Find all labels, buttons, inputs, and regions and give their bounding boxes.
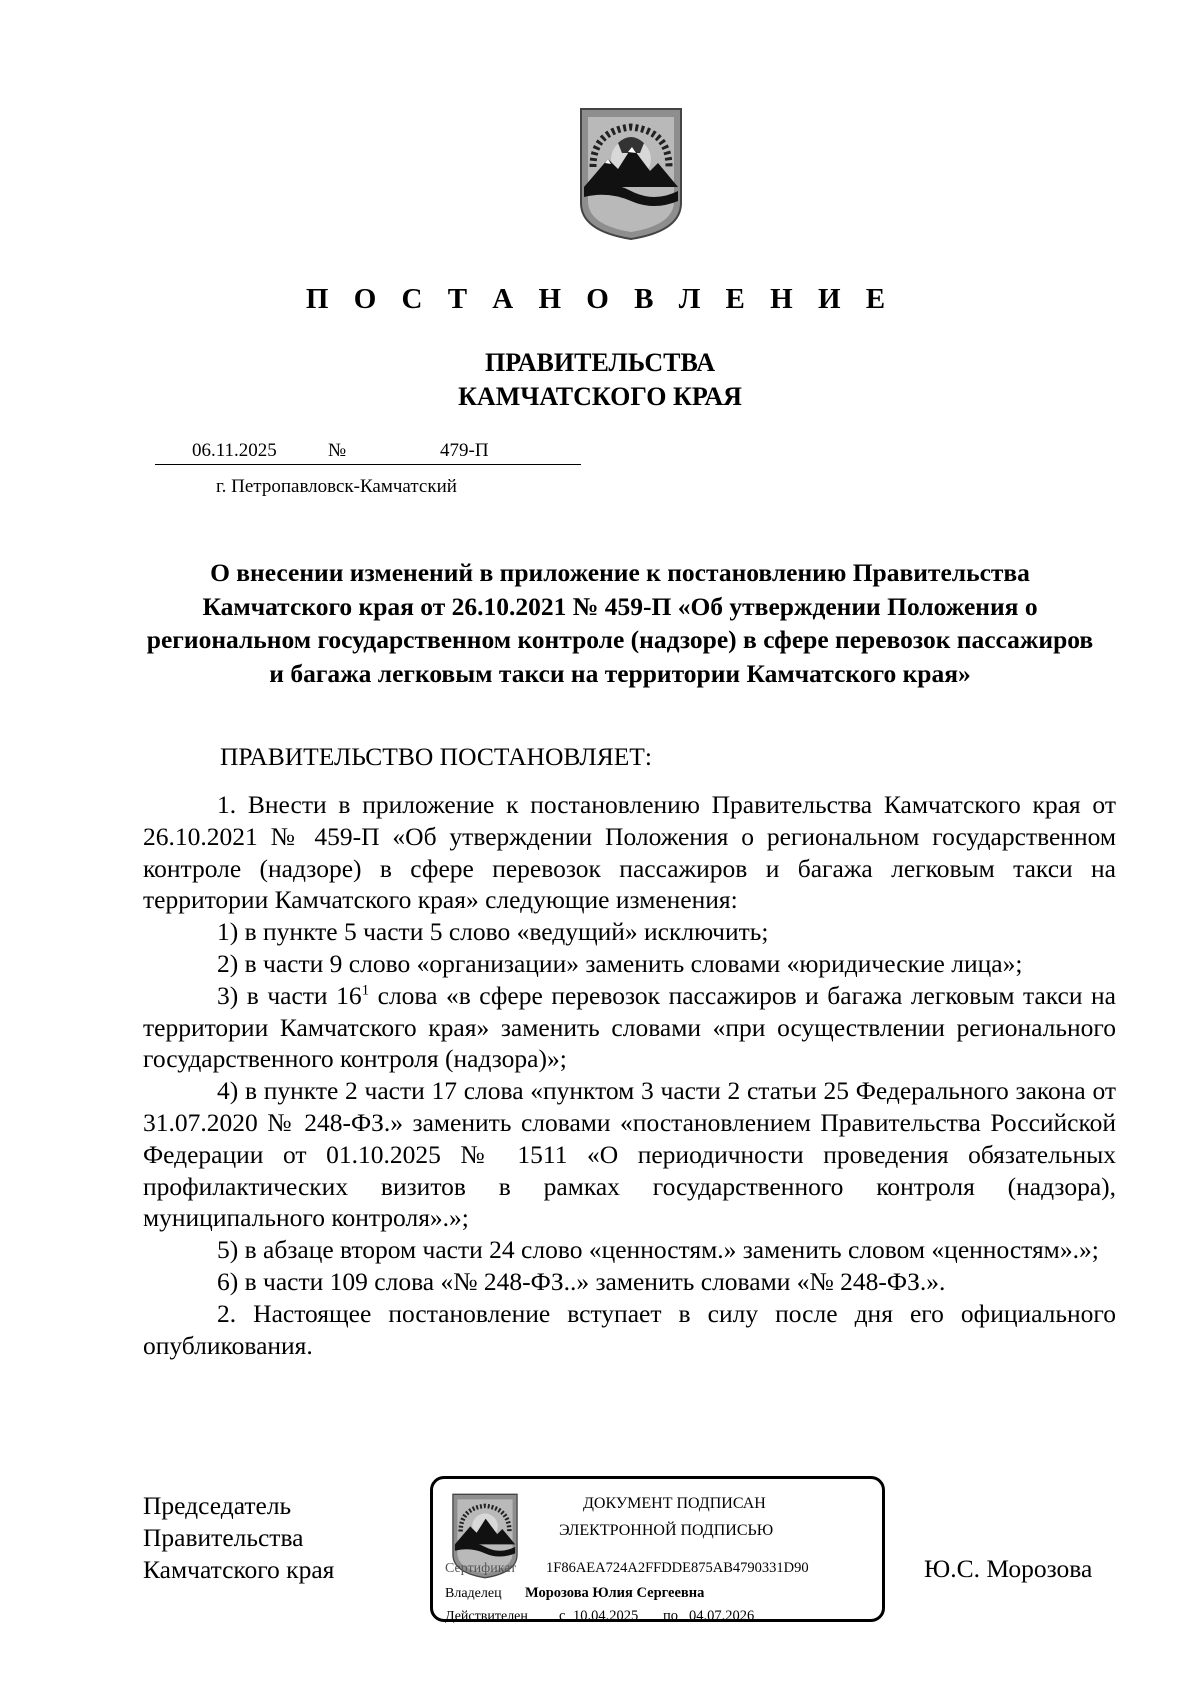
item-1-2: 2) в части 9 слово «организации» заменить словами «юридические лица»; [217,948,1023,978]
item-1-3-superscript: 1 [361,982,370,999]
signer-position [143,1490,334,1586]
stamp-validity-label: Действителен [445,1609,528,1624]
document-type-heading: П О С Т А Н О В Л Е Н И Е [305,283,895,315]
stamp-heading-line2: ЭЛЕКТРОННОЙ ПОДПИСЬЮ [559,1522,774,1539]
item-1-3-rest: слова «в сфере перевозок пассажиров и багажа легковым такси на территории Камчатского края» заменить словами «при осуществлении регионального государственного контроля (надзора)»; [143,980,1116,1074]
item-1-1: 1) в пункте 5 части 5 слово «ведущий» исключить; [217,917,769,947]
signer-position-line3: Камчатского края [143,1555,335,1584]
preamble: ПРАВИТЕЛЬСТВО ПОСТАНОВЛЯЕТ: [220,742,652,771]
registration-city: г. Петропавловск-Камчатский [216,476,457,497]
stamp-owner-label: Владелец [445,1586,502,1601]
item-1-3-start: 3) в части 16 [217,980,362,1010]
stamp-valid-from-label: с [559,1608,566,1624]
item-1-5: 5) в абзаце втором части 24 слово «ценностям.» заменить словом «ценностям».»; [217,1235,1099,1265]
stamp-owner-value: Морозова Юлия Сергеевна [525,1585,705,1601]
registration-number-label: № [328,440,347,461]
registration-number: 479-П [440,440,489,461]
signer-position-line2: Правительства [143,1523,304,1552]
kamchatka-coat-of-arms-icon [578,107,684,241]
paragraph-2: 2. Настоящее постановление вступает в силу после дня его официального опубликования. [143,1298,1116,1360]
item-1-6: 6) в части 109 слова «№ 248-ФЗ..» заменить словами «№ 248-ФЗ.». [217,1266,946,1296]
stamp-heading-line1: ДОКУМЕНТ ПОДПИСАН [583,1495,766,1512]
stamp-valid-to: 04.07.2026 [689,1608,755,1624]
document-subject: О внесении изменений в приложение к постановлению Правительства Камчатского края от 26.10.2021 № 459-П «Об утверждении Положения о региональном государственном контроле (надзоре) в сфере перевозок пассажиров и багажа легковым такси на территории Камчатского края» [146,558,1094,688]
issuing-authority-line2: КАМЧАТСКОГО КРАЯ [458,382,742,411]
stamp-certificate-value: 1F86AEA724A2FFDDE875AB4790331D90 [546,1560,809,1576]
document-body [143,789,1116,1361]
issuing-authority-line1: ПРАВИТЕЛЬСТВА [485,348,715,377]
item-1-3 [143,980,1116,1075]
paragraph-1: 1. Внести в приложение к постановлению Правительства Камчатского края от 26.10.2021 № 459-П «Об утверждении Положения о региональном государственном контроле (надзоре) в сфере перевозок пассажиров и багажа легковым такси на территории Камчатского края» следующие изменения: [143,790,1116,915]
registration-date: 06.11.2025 [192,440,277,461]
item-1-4: 4) в пункте 2 части 17 слова «пунктом 3 части 2 статьи 25 Федерального закона от 31.07.2020 № 248-ФЗ.» заменить словами «постановлением Правительства Российской Федерации от 01.10.2025 № 1511 «О периодичности проведения обязательных профилактических визитов в рамках государственного контроля (надзора), муниципального контроля».»; [143,1076,1116,1233]
signer-position-line1: Председатель [143,1491,292,1520]
stamp-valid-to-label: по [663,1608,679,1624]
electronic-signature-stamp [430,1476,885,1622]
stamp-certificate-label: Сертификат [445,1561,517,1576]
stamp-valid-from: 10.04.2025 [573,1608,639,1624]
signer-name: Ю.С. Морозова [924,1554,1093,1583]
registration-underline [155,464,581,465]
